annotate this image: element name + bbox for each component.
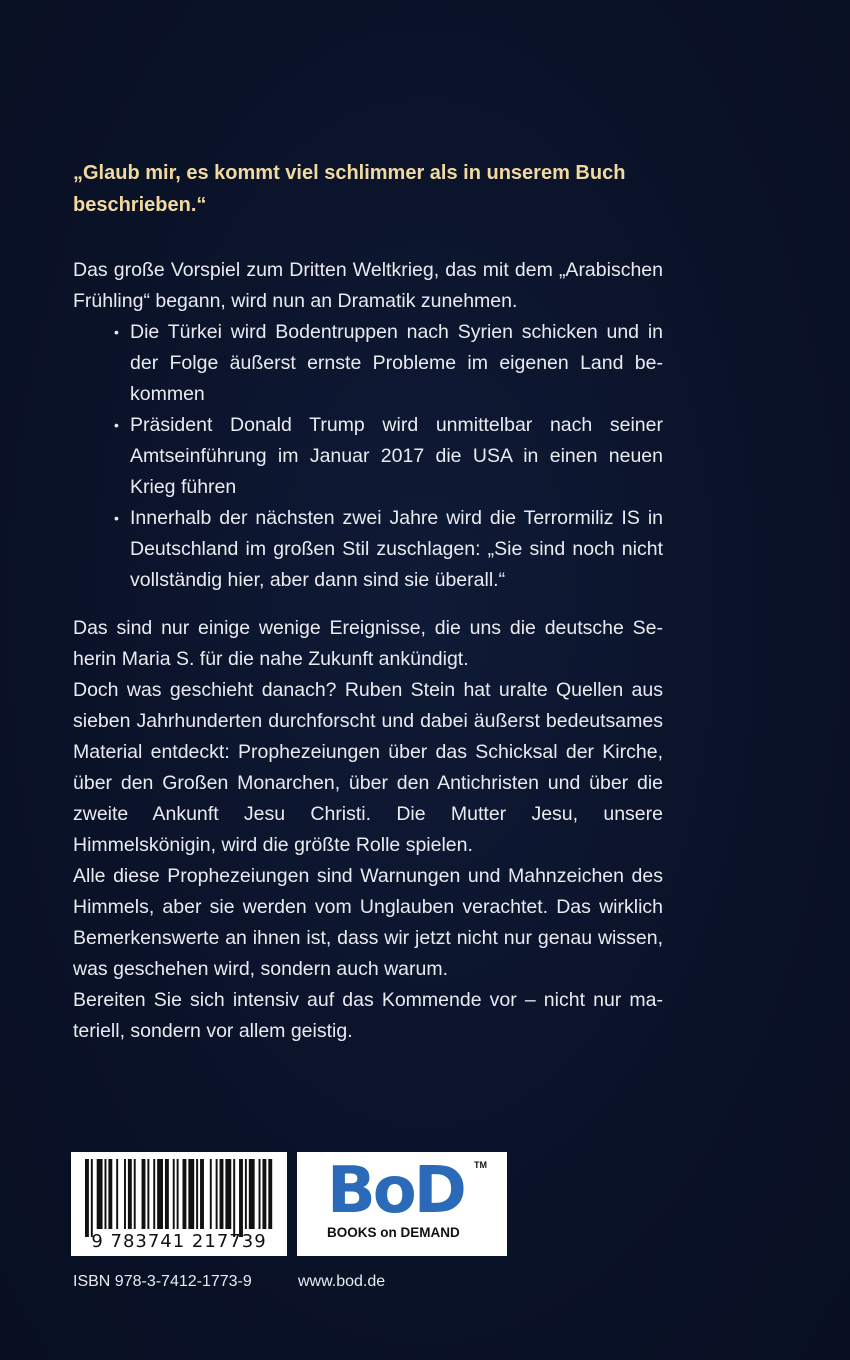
trademark-mark: TM (474, 1160, 487, 1170)
body-paragraph: Alle diese Prophezeiungen sind Warnungen und Mahnzeichen des Himmels, aber sie werden vom Unglauben verachtet. Das wirklich Bemerkenswerte an ihnen ist, dass wir jetzt nicht nur genau wissen, was geschehen wird, sondern auch warum. (73, 865, 663, 980)
barcode-digits: 9 783741 217739 (91, 1231, 267, 1252)
body-paragraph: Bereiten Sie sich intensiv auf das Kommende vor – nicht nur materiell, sondern vor allem geistig. (73, 989, 663, 1042)
barcode-bar (85, 1159, 89, 1237)
barcode-bar (128, 1159, 132, 1229)
list-item: • Die Türkei wird Bodentruppen nach Syrien schicken und in der Folge äußerst ernste Probleme im eigenen Land bekommen (130, 317, 663, 410)
barcode-bar (105, 1159, 107, 1229)
barcode-bar (134, 1159, 136, 1229)
barcode-bar (108, 1159, 112, 1229)
intro-paragraph: Das große Vorspiel zum Dritten Weltkrieg, das mit dem „Arabischen Frühling“ begann, wird nun an Dramatik zunehmen. (73, 259, 663, 312)
barcode-bar (262, 1159, 266, 1229)
barcode-bar (216, 1159, 218, 1229)
barcode-bar (245, 1159, 247, 1229)
barcode-bar (225, 1159, 231, 1229)
barcode-bar (233, 1159, 235, 1237)
blurb (73, 255, 663, 1047)
barcode-bar (259, 1159, 261, 1229)
prediction-list (130, 317, 663, 596)
barcode-bar (239, 1159, 243, 1237)
barcode-bar (177, 1159, 179, 1229)
pull-quote: „Glaub mir, es kommt viel schlimmer als in unserem Buch beschrieben.“ (73, 162, 626, 216)
barcode-bar (116, 1159, 118, 1229)
barcode-bar (157, 1159, 163, 1229)
barcode-bar (183, 1159, 187, 1229)
barcode-bar (142, 1159, 146, 1229)
barcode-bar (124, 1159, 126, 1229)
website-link[interactable]: www.bod.de (298, 1273, 386, 1290)
barcode-bar (173, 1159, 175, 1229)
barcode-bar (220, 1159, 224, 1229)
barcode-bar (268, 1159, 272, 1229)
barcode-bar (97, 1159, 103, 1229)
list-item: • Präsident Donald Trump wird unmittelbar nach seiner Amtseinführung im Januar 2017 die USA in einen neuen Krieg führen (130, 410, 663, 503)
bod-logo-text: BoD (327, 1154, 464, 1228)
publisher-logo (297, 1152, 507, 1256)
list-item: • Innerhalb der nächsten zwei Jahre wird die Terrormiliz IS in Deutschland im großen Stil zuschlagen: „Sie sind noch nicht vollständig hier, aber dann sind sie überall.“ (130, 503, 663, 596)
barcode-bar (249, 1159, 255, 1229)
barcode-bar (196, 1159, 198, 1229)
barcode-bar (188, 1159, 194, 1229)
body-paragraph: Doch was geschieht danach? Ruben Stein hat uralte Quellen aus sieben Jahrhunderten durchforscht und dabei äußerst bedeutsames Material entdeckt: Prophezeiungen über das Schicksal der Kirche, über den Großen Monarchen, über den Antichristen und über die zweite Ankunft Jesu Christi. Die Mutter Jesu, unsere Himmelskönigin, wird die größte Rolle spielen. (73, 679, 663, 856)
barcode-bar (153, 1159, 155, 1229)
barcode-bar (147, 1159, 149, 1229)
publisher-subtitle: BOOKS on DEMAND (327, 1225, 460, 1240)
isbn-barcode (71, 1152, 287, 1256)
barcode-bar (210, 1159, 212, 1229)
barcode-bar (165, 1159, 169, 1229)
body-paragraph: Das sind nur einige wenige Ereignisse, die uns die deutsche Seherin Maria S. für die nahe Zukunft ankündigt. (73, 617, 663, 670)
barcode-bar (200, 1159, 204, 1229)
isbn-text: ISBN 978-3-7412-1773-9 (73, 1273, 252, 1290)
barcode-bar (91, 1159, 93, 1237)
